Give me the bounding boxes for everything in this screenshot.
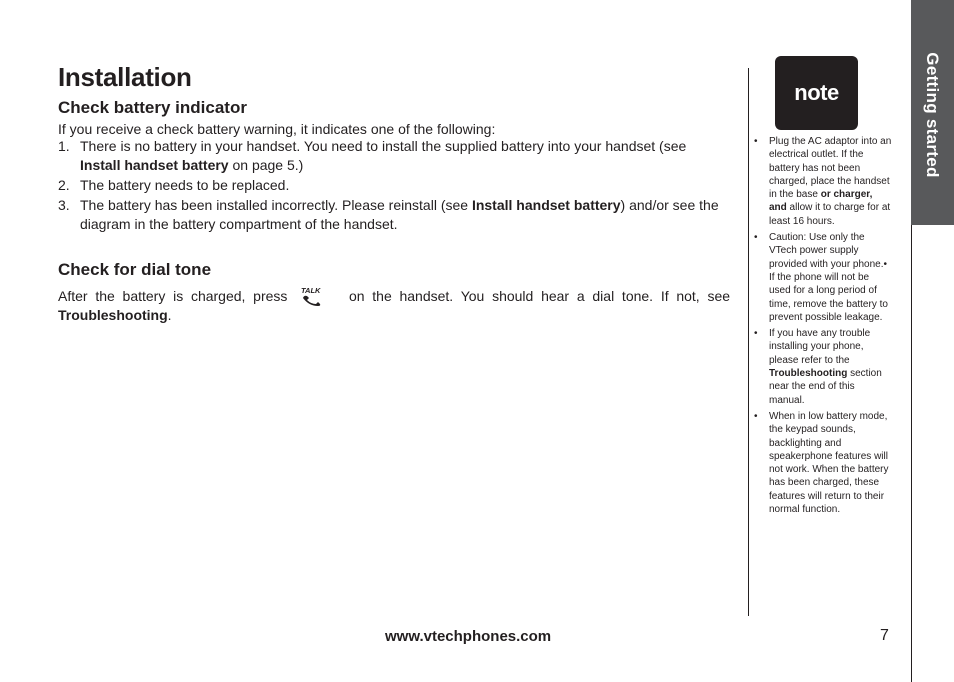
list-text-end: ) and/or see the diagram in the battery compartment of the handset. — [80, 197, 719, 232]
note-text-end: If the phone will not be used for a long period of time, remove the battery to prevent possible leakage. — [769, 271, 888, 323]
note-item — [752, 135, 892, 228]
bullet-icon: • — [754, 328, 758, 340]
list-number: 3. — [58, 197, 70, 213]
bullet-icon: • — [754, 136, 758, 147]
note-item — [752, 327, 892, 407]
page-number: 7 — [880, 627, 889, 644]
list-item — [58, 196, 730, 234]
note-item — [752, 410, 892, 516]
paragraph-text: on the handset. You should hear a dial tone. If not, see — [348, 288, 731, 304]
list-text: The battery needs to be replaced. — [80, 177, 290, 193]
talk-key-icon — [299, 286, 331, 306]
list-text: The battery has been installed incorrectly. Please reinstall (see — [80, 197, 472, 213]
bullet-icon: • — [754, 410, 758, 422]
column-divider — [748, 68, 749, 616]
section-heading-check-battery: Check battery indicator — [58, 98, 247, 117]
list-text-end: on page 5.) — [228, 157, 304, 173]
list-number: 2. — [58, 177, 70, 193]
note-text-end: allow it to charge for at least 16 hours. — [769, 202, 891, 227]
list-reference: Install handset battery — [80, 157, 229, 173]
paragraph-end: . — [167, 307, 172, 323]
chapter-tab-label: Getting started — [923, 52, 942, 178]
list-reference: Install handset battery — [471, 197, 621, 213]
list-item — [58, 176, 730, 195]
notes-list — [752, 135, 892, 519]
dial-tone-paragraph — [58, 286, 730, 325]
note-badge: note — [775, 56, 858, 130]
section-heading-dial-tone: Check for dial tone — [58, 260, 212, 279]
page-title: Installation — [58, 62, 192, 92]
paragraph-text: After the battery is charged, press — [58, 288, 288, 304]
list-item — [58, 137, 730, 175]
footer-url: www.vtechphones.com — [385, 628, 552, 645]
list-number: 1. — [58, 138, 70, 154]
talk-key-label: TALK — [301, 286, 321, 295]
list-text: There is no battery in your handset. You need to install the supplied battery into your handset (see — [80, 138, 687, 154]
note-emphasis: Troubleshooting — [769, 368, 848, 380]
note-text: When in low battery mode, the keypad sounds, backlighting and speakerphone features will not work. When the battery has been charged, these features will return to their normal function. — [769, 410, 889, 516]
note-text: Plug the AC adaptor into an electrical outlet. If the battery has not been charged, place the handset in the base — [769, 136, 892, 201]
note-text: If you have any trouble installing your phone, please refer to the — [769, 328, 871, 366]
battery-warning-list — [58, 137, 730, 235]
page-edge-rule — [911, 225, 912, 682]
troubleshooting-reference: Troubleshooting — [58, 307, 168, 323]
note-emphasis: or charger, and — [769, 189, 873, 214]
bullet-icon: • — [754, 232, 758, 244]
note-text: Caution: Use only the VTech power supply provided with your phone.• — [769, 232, 888, 270]
section-intro: If you receive a check battery warning, it indicates one of the following: — [58, 121, 496, 137]
note-text-end: section near the end of this manual. — [769, 368, 882, 406]
note-item — [752, 231, 892, 324]
